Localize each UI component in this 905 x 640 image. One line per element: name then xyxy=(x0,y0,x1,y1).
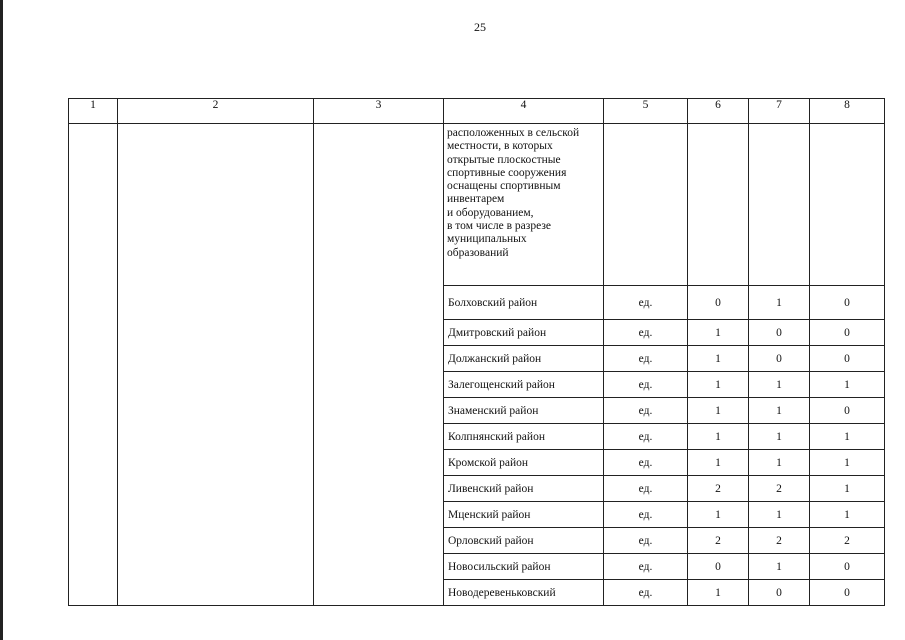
value-col7: 0 xyxy=(749,580,810,606)
value-col7: 1 xyxy=(749,286,810,320)
unit-cell: ед. xyxy=(604,554,688,580)
value-col6: 1 xyxy=(688,372,749,398)
data-table xyxy=(68,98,885,606)
unit-cell: ед. xyxy=(604,424,688,450)
description-line: инвентарем xyxy=(447,193,505,206)
column-number: 5 xyxy=(604,99,688,124)
value-col8: 1 xyxy=(810,424,885,450)
unit-cell: ед. xyxy=(604,286,688,320)
value-col8: 0 xyxy=(810,580,885,606)
district-name: Орловский район xyxy=(444,528,604,554)
unit-cell: ед. xyxy=(604,476,688,502)
value-col8: 0 xyxy=(810,554,885,580)
description-line: образований xyxy=(447,246,509,259)
value-col7: 1 xyxy=(749,424,810,450)
description-line: муниципальных xyxy=(447,233,527,246)
description-line: открытые плоскостные xyxy=(447,153,561,166)
value-col8: 0 xyxy=(810,320,885,346)
unit-cell: ед. xyxy=(604,450,688,476)
col2-merged-cell xyxy=(118,124,314,606)
description-line: и оборудованием, xyxy=(447,206,534,219)
district-name: Знаменский район xyxy=(444,398,604,424)
value-col7: 1 xyxy=(749,554,810,580)
unit-empty-cell xyxy=(604,124,688,286)
unit-cell: ед. xyxy=(604,346,688,372)
column-number: 4 xyxy=(444,99,604,124)
column-number: 2 xyxy=(118,99,314,124)
description-line: оснащены спортивным xyxy=(447,180,561,193)
description-line: спортивные сооружения xyxy=(447,166,567,179)
district-name: Дмитровский район xyxy=(444,320,604,346)
value-col6: 2 xyxy=(688,476,749,502)
value-col6: 1 xyxy=(688,502,749,528)
column-number: 3 xyxy=(314,99,444,124)
value-col8: 0 xyxy=(810,398,885,424)
value-col6: 1 xyxy=(688,424,749,450)
value-col7: 2 xyxy=(749,528,810,554)
district-name: Мценский район xyxy=(444,502,604,528)
value-col6: 2 xyxy=(688,528,749,554)
column-number-row xyxy=(69,99,885,124)
value-col6: 1 xyxy=(688,398,749,424)
scan-edge-line xyxy=(0,0,3,640)
unit-cell: ед. xyxy=(604,528,688,554)
value-col7: 1 xyxy=(749,372,810,398)
value-col7: 1 xyxy=(749,502,810,528)
district-name: Новосильский район xyxy=(444,554,604,580)
unit-cell: ед. xyxy=(604,502,688,528)
column-number: 6 xyxy=(688,99,749,124)
unit-cell: ед. xyxy=(604,398,688,424)
value-empty-cell xyxy=(810,124,885,286)
district-name: Кромской район xyxy=(444,450,604,476)
district-name: Должанский район xyxy=(444,346,604,372)
description-line: расположенных в сельской xyxy=(447,127,580,139)
description-line: местности, в которых xyxy=(447,140,553,153)
col1-merged-cell xyxy=(69,124,118,606)
description-line: в том числе в разрезе xyxy=(447,220,551,233)
value-col7: 2 xyxy=(749,476,810,502)
value-col6: 0 xyxy=(688,554,749,580)
column-number: 7 xyxy=(749,99,810,124)
value-col7: 1 xyxy=(749,450,810,476)
value-col8: 1 xyxy=(810,450,885,476)
value-col7: 0 xyxy=(749,346,810,372)
value-empty-cell xyxy=(688,124,749,286)
value-col7: 1 xyxy=(749,398,810,424)
district-name: Залегощенский район xyxy=(444,372,604,398)
value-col6: 1 xyxy=(688,320,749,346)
column-number: 1 xyxy=(69,99,118,124)
value-col6: 1 xyxy=(688,346,749,372)
value-col6: 1 xyxy=(688,450,749,476)
value-empty-cell xyxy=(749,124,810,286)
district-name: Новодеревеньковский xyxy=(444,580,604,606)
district-name: Болховский район xyxy=(444,286,604,320)
col3-merged-cell xyxy=(314,124,444,606)
value-col8: 1 xyxy=(810,502,885,528)
value-col8: 1 xyxy=(810,372,885,398)
indicator-description xyxy=(444,124,604,286)
district-name: Ливенский район xyxy=(444,476,604,502)
value-col8: 0 xyxy=(810,286,885,320)
value-col8: 0 xyxy=(810,346,885,372)
value-col8: 1 xyxy=(810,476,885,502)
column-number: 8 xyxy=(810,99,885,124)
unit-cell: ед. xyxy=(604,372,688,398)
page-number: 25 xyxy=(474,20,486,34)
value-col6: 0 xyxy=(688,286,749,320)
unit-cell: ед. xyxy=(604,580,688,606)
value-col7: 0 xyxy=(749,320,810,346)
unit-cell: ед. xyxy=(604,320,688,346)
description-row xyxy=(69,124,885,286)
district-name: Колпнянский район xyxy=(444,424,604,450)
value-col8: 2 xyxy=(810,528,885,554)
value-col6: 1 xyxy=(688,580,749,606)
